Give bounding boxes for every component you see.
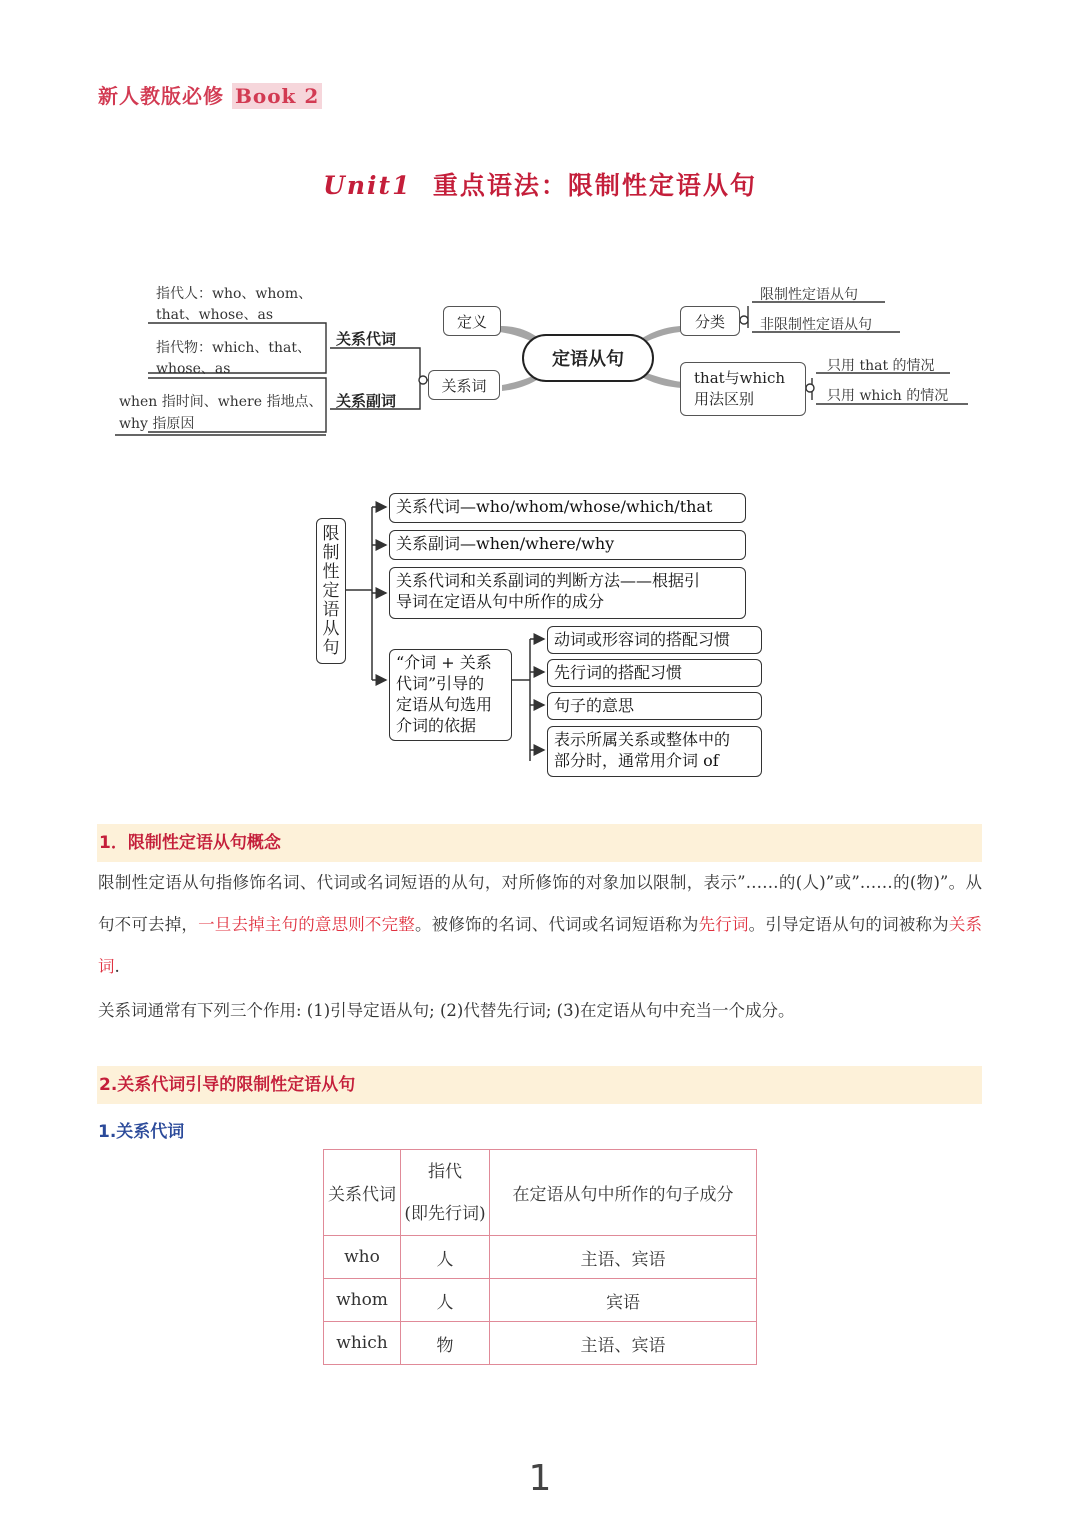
- flow-prep-basis: [389, 649, 512, 741]
- book-label: Book 2: [232, 83, 322, 109]
- unit-label: Unit1: [323, 171, 412, 200]
- adverb-line-2: why 指原因: [119, 416, 195, 432]
- nonrestrictive-clause: 非限制性定语从句: [760, 317, 872, 333]
- flow-possession-of: [547, 726, 762, 777]
- table-cell-reference: 物: [401, 1322, 490, 1365]
- definition-box: 定义: [443, 306, 501, 336]
- adverb-line-1: when 指时间、where 指地点、: [119, 394, 323, 410]
- relative-pronoun-label: 关系代词: [336, 330, 397, 348]
- table-cell-reference: 人: [401, 1279, 490, 1322]
- para-highlight-relative-word: 关系词: [98, 915, 983, 976]
- judging-line-2: 导词在定语从句中所作的成分: [396, 592, 605, 611]
- flow-relative-adverb: 关系副词—when/where/why: [389, 530, 746, 560]
- title-text: 重点语法：限制性定语从句: [432, 171, 757, 200]
- flow-judging-method: [389, 567, 746, 619]
- only-that-case: 只用 that 的情况: [827, 358, 935, 374]
- table-cell-role: 主语、宾语: [490, 1236, 757, 1279]
- table-cell-role: 主语、宾语: [490, 1322, 757, 1365]
- para-text-c: 。引导定语从句的词被称为: [748, 915, 949, 934]
- relative-adverb-label: 关系副词: [336, 392, 397, 410]
- that-which-box: [680, 362, 806, 416]
- relative-word-box: 关系词: [428, 370, 500, 400]
- flow-root: 限制性定语从句: [316, 518, 346, 664]
- center-node: 定语从句: [522, 334, 654, 382]
- only-which-case: 只用 which 的情况: [827, 388, 949, 404]
- table-row: [324, 1279, 757, 1322]
- subsection-title: 1.关系代词: [98, 1122, 185, 1142]
- person-line-1: 指代人：who、whom、: [156, 286, 313, 302]
- table-cell-role: 宾语: [490, 1279, 757, 1322]
- possession-line-2: 部分时，通常用介词 of: [554, 751, 719, 770]
- flow-verb-adj-collocation: 动词或形容词的搭配习惯: [547, 626, 762, 654]
- section-1-title: 1．限制性定语从句概念: [99, 833, 281, 853]
- mind-map: [0, 270, 1080, 450]
- para-text-a: 限制性定语从句指修饰名词、代词或名词短语的从句，对所修饰的对象加以限制，表示”……的(人)”或”……的(物)”。从句不可去掉，: [98, 873, 982, 934]
- page-number: 1: [528, 1458, 552, 1499]
- flow-chart: [0, 485, 1080, 785]
- possession-line-1: 表示所属关系或整体中的: [554, 730, 731, 749]
- relative-pronoun-table: [323, 1149, 757, 1365]
- section-1-header: [97, 824, 982, 862]
- table-header-pronoun: 关系代词: [324, 1150, 401, 1236]
- prep-basis-line-1: “介词 + 关系: [396, 653, 492, 672]
- flow-relative-pronoun: 关系代词—who/whom/whose/which/that: [389, 493, 746, 523]
- restrictive-clause: 限制性定语从句: [760, 287, 858, 303]
- table-header-reference: [401, 1150, 490, 1236]
- thing-line-1: 指代物：which、that、: [156, 340, 311, 356]
- para-highlight-incomplete: 一旦去掉主句的意思则不完整: [198, 915, 415, 934]
- table-row: [324, 1322, 757, 1365]
- para-text-d: .: [114, 957, 120, 976]
- prep-basis-line-2: 代词”引导的: [396, 674, 485, 693]
- that-which-line-1: that与which: [694, 369, 786, 387]
- section-1-functions: 关系词通常有下列三个作用: (1)引导定语从句; (2)代替先行词; (3)在定语从句中充当一个成分。: [98, 1001, 795, 1020]
- table-cell-pronoun: whom: [324, 1279, 401, 1322]
- classification-box: 分类: [680, 306, 740, 336]
- table-row: [324, 1236, 757, 1279]
- that-which-line-2: 用法区别: [694, 390, 755, 408]
- table-header-role: 在定语从句中所作的句子成分: [490, 1150, 757, 1236]
- flow-sentence-meaning: 句子的意思: [547, 692, 762, 720]
- series-tag: [98, 80, 322, 109]
- table-header-reference-b: (即先行词): [404, 1203, 486, 1224]
- flow-antecedent-collocation: 先行词的搭配习惯: [547, 659, 762, 687]
- prep-basis-line-4: 介词的依据: [396, 716, 477, 735]
- judging-line-1: 关系代词和关系副词的判断方法——根据引: [396, 571, 701, 590]
- table-header-reference-a: 指代: [428, 1161, 462, 1182]
- section-2-title: 2.关系代词引导的限制性定语从句: [99, 1075, 356, 1095]
- thing-line-2: whose、as: [156, 361, 231, 377]
- para-highlight-antecedent: 先行词: [698, 915, 749, 934]
- table-cell-reference: 人: [401, 1236, 490, 1279]
- series-label: 新人教版必修: [98, 84, 232, 108]
- table-cell-pronoun: who: [324, 1236, 401, 1279]
- person-line-2: that、whose、as: [156, 307, 274, 323]
- prep-basis-line-3: 定语从句选用: [396, 695, 493, 714]
- table-cell-pronoun: which: [324, 1322, 401, 1365]
- section-1-paragraph: [98, 862, 982, 988]
- para-text-b: 。被修饰的名词、代词或名词短语称为: [414, 915, 699, 934]
- section-2-header: [97, 1066, 982, 1104]
- page-title: [0, 166, 1080, 202]
